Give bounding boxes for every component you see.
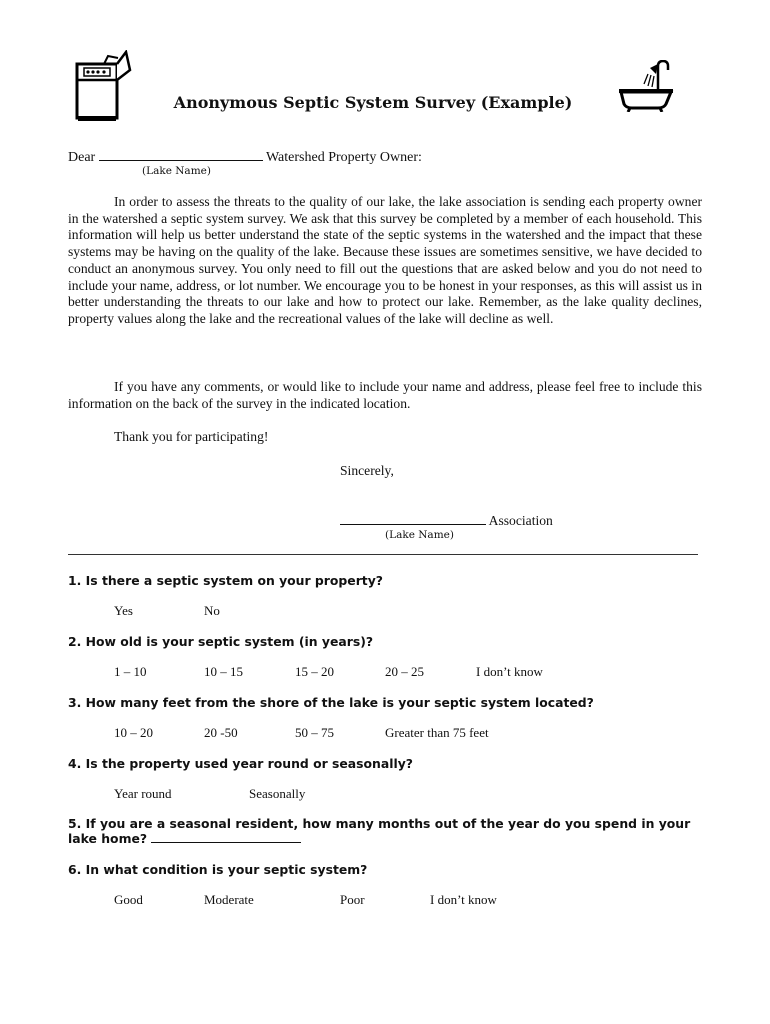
q6-option-good[interactable]: Good — [114, 892, 143, 907]
question-5-text: 5. If you are a seasonal resident, how many months out of the year do you spend in your lake home? — [68, 816, 691, 846]
lake-name-caption: (Lake Name) — [142, 165, 211, 177]
washing-machine-icon — [74, 50, 134, 124]
intro-paragraph: In order to assess the threats to the quality of our lake, the lake association is sending each property owner in the watershed a septic system survey. We ask that this survey be completed by a member of each household. This information will help us better understand the state of the septic systems in the watershed and the impact that these systems may be having on the quality of the lake. Because these issues are sometimes sensitive, we have decided to conduct an anonymous survey. You only need to fill out the questions that are asked below and you do not need to include your name, address, or lot number. We encourage you to be honest in your responses, as this will assist us in better understanding the threats to our lake and how to protect our lake. Remember, as the lake quality declines, property values along the lake and the recreational values of the lake will decline as well. — [68, 194, 702, 326]
page-title: Anonymous Septic System Survey (Example) — [173, 93, 573, 112]
signature-line — [340, 512, 553, 529]
q2-option-2[interactable]: 10 – 15 — [204, 664, 243, 679]
owner-text: Watershed Property Owner: — [265, 150, 422, 165]
q1-option-yes[interactable]: Yes — [114, 603, 133, 618]
question-3: 3. How many feet from the shore of the lake is your septic system located? — [68, 695, 594, 710]
question-1: 1. Is there a septic system on your property? — [68, 573, 383, 588]
q3-option-4[interactable]: Greater than 75 feet — [385, 725, 489, 740]
dear-text: Dear — [68, 150, 96, 165]
q4-option-year-round[interactable]: Year round — [114, 786, 172, 801]
q3-option-1[interactable]: 10 – 20 — [114, 725, 153, 740]
q1-option-no[interactable]: No — [204, 603, 220, 618]
q2-option-4[interactable]: 20 – 25 — [385, 664, 424, 679]
thanks-text: Thank you for participating! — [114, 429, 269, 444]
q2-option-1[interactable]: 1 – 10 — [114, 664, 147, 679]
question-2: 2. How old is your septic system (in years)? — [68, 634, 374, 649]
q5-months-blank[interactable] — [151, 832, 301, 843]
lake-name-blank[interactable] — [99, 148, 263, 161]
q3-option-3[interactable]: 50 – 75 — [295, 725, 334, 740]
question-5 — [68, 816, 708, 846]
divider — [68, 554, 698, 555]
question-6: 6. In what condition is your septic system? — [68, 862, 368, 877]
greeting-line — [68, 148, 422, 166]
q6-option-moderate[interactable]: Moderate — [204, 892, 254, 907]
association-text: Association — [488, 513, 553, 528]
q6-option-poor[interactable]: Poor — [340, 892, 365, 907]
comments-paragraph: If you have any comments, or would like to include your name and address, please feel free to include this information on the back of the survey in the indicated location. — [68, 379, 702, 411]
q4-option-seasonally[interactable]: Seasonally — [249, 786, 306, 801]
q6-option-dont-know[interactable]: I don’t know — [430, 892, 497, 907]
association-lake-caption: (Lake Name) — [385, 529, 454, 541]
question-4: 4. Is the property used year round or seasonally? — [68, 756, 413, 771]
q3-option-2[interactable]: 20 -50 — [204, 725, 238, 740]
sincerely-text: Sincerely, — [340, 463, 394, 478]
q2-option-5[interactable]: I don’t know — [476, 664, 543, 679]
q2-option-3[interactable]: 15 – 20 — [295, 664, 334, 679]
association-blank[interactable] — [340, 512, 486, 525]
